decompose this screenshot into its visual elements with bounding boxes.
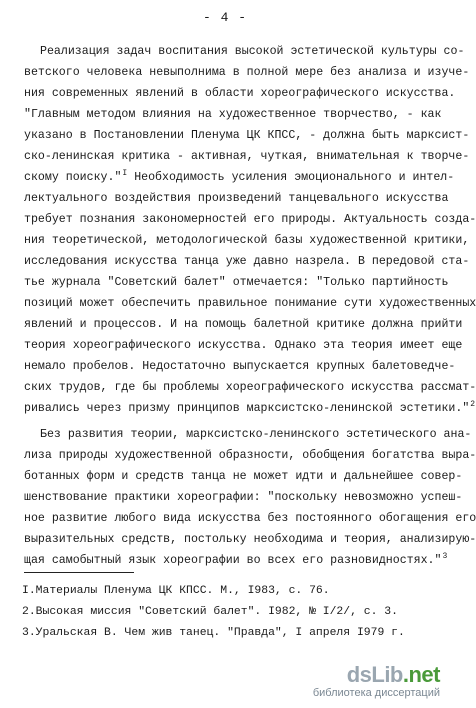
text-fragment: щая самобытный язык хореографии во всех его разновидностях." (24, 554, 442, 567)
text-line: ния теоретической, методологической базы художественной критики, (24, 234, 470, 247)
text-line: позиций может обеспечить правильное понимание сути художественных (24, 297, 476, 310)
footnote-ref-2: 2 (470, 400, 476, 410)
text-fragment: ривались через призму принципов марксистско-ленинской эстетики." (24, 402, 470, 415)
text-line: ное развитие любого вида искусства без постоянного обогащения его (24, 512, 476, 525)
dslib-logo (313, 663, 440, 687)
text-line: Без развития теории, марксистско-ленинского эстетического ана- (40, 428, 472, 441)
logo-text: dsLib (346, 662, 403, 687)
text-fragment: Необходимость усиления эмоционального и интел- (134, 171, 455, 184)
text-line: ско-ленинская критика - активная, чуткая, внимательная к творче- (24, 150, 470, 163)
text-line: ботанных форм и средств танца не может идти и дальнейшее совер- (24, 470, 463, 483)
text-line: выразительных средств, постольку необходима и теория, анализирую- (24, 533, 476, 546)
text-line-with-ref (24, 171, 454, 185)
text-line: ния современных явлений в области хореографического искусства. (24, 87, 456, 100)
footnote-divider (24, 572, 134, 573)
page-number: - 4 - (202, 10, 247, 25)
text-fragment: скому поиску." (24, 171, 122, 184)
text-line: требует познания закономерностей его природы. Актуальность созда- (24, 213, 476, 226)
text-line: Реализация задач воспитания высокой эстетической культуры со- (40, 45, 465, 58)
text-line: явлений и процессов. И на помощь балетной критике должна прийти (24, 318, 463, 331)
dslib-watermark (313, 663, 440, 700)
text-line: "Главным методом влияния на художественное творчество, - как (24, 108, 442, 121)
text-line: ских трудов, где бы проблемы хореографического искусства рассмат- (24, 381, 476, 394)
text-line: немало пробелов. Недостаточно выпускается крупных балетоведче- (24, 360, 456, 373)
footnote-ref-3: 3 (442, 552, 448, 562)
text-line-with-ref (24, 402, 475, 416)
footnote-2: 2.Высокая миссия "Советский балет". I982, № I/2/, с. 3. (22, 606, 398, 618)
text-line: указано в Постановлении Пленума ЦК КПСС, - должна быть марксист- (24, 129, 470, 142)
text-line-with-ref (24, 554, 447, 568)
footnote-3: 3.Уральская В. Чем жив танец. "Правда", I апреля I979 г. (22, 627, 405, 639)
text-line: лектуального воздействия произведений танцевального искусства (24, 192, 449, 205)
text-line: лиза природы художественной образности, обобщения богатства выра- (24, 449, 476, 462)
dslib-tagline: библиотека диссертаций (312, 687, 440, 699)
footnote-1: I.Материалы Пленума ЦК КПСС. М., I983, с. 76. (22, 585, 330, 597)
footnote-ref-1: I (122, 169, 128, 179)
logo-domain: .net (402, 662, 440, 687)
text-line: шенствование практики хореографии: "поскольку невозможно успеш- (24, 491, 463, 504)
text-line: тье журнала "Советский балет" отмечается: "Только партийность (24, 276, 449, 289)
text-line: ветского человека невыполнима в полной мере без анализа и изуче- (24, 66, 470, 79)
text-line: исследования искусства танца уже давно назрела. В передовой ста- (24, 255, 470, 268)
text-line: теория хореографического искусства. Однако эта теория имеет еще (24, 339, 463, 352)
